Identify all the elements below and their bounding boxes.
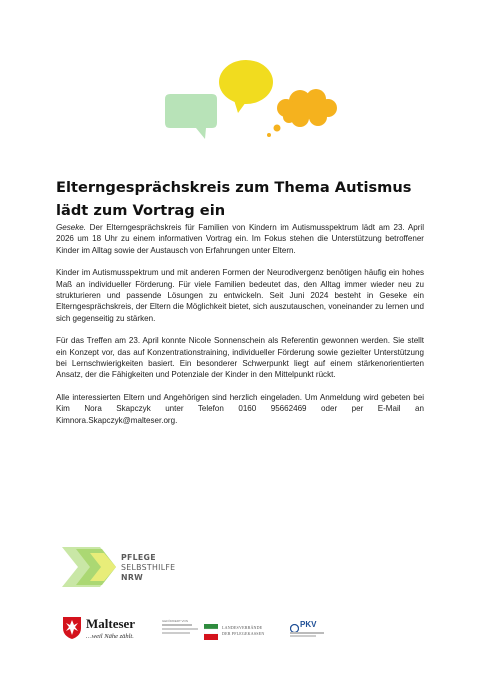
nrw-state-emblem-icon: [204, 624, 218, 640]
pkv-logo: [290, 620, 317, 638]
malteser-logo: [62, 616, 136, 645]
landesverband-line1: LANDESVERBÄNDE: [222, 625, 263, 630]
funder-label: GEFÖRDERT VON: [162, 619, 189, 623]
pflege-selbsthilfe-logo-text: [121, 553, 175, 583]
paragraph-intro-text: Der Elterngesprächskreis für Familien von Kindern im Autismusspektrum lädt am 23. April 2026 um 18 Uhr zu einem informativen Vortrag ein. Im Fokus stehen die Unterstützung betroffener Kinder im Alltag sowie der Austausch von Erfahrungen unter Eltern.: [56, 223, 424, 255]
landesverband-line2: DER PFLEGEKASSEN: [222, 631, 265, 636]
malteser-shield-icon: [62, 616, 82, 640]
paragraph-invitation: Alle interessierten Eltern und Angehörigen sind herzlich eingeladen. Um Anmeldung wird gebeten bei Kim Nora Skapczyk unter Telefon 0160 95662469 oder per E-Mail an Kimnora.Skapczyk@malteser.org.: [56, 392, 424, 425]
funder-ministry-text-icon: [162, 624, 202, 634]
orange-thought-cloud-icon: [267, 89, 337, 137]
paragraph-speaker: Für das Treffen am 23. April konnte Nicole Sonnenschein als Referentin gewonnen werden. Sie stellt ein Konzept vor, das auf Konzentrationstraining, individueller Förderung sowie gezielter Unterstützung bei Lernschwierigkeiten basiert. Ein besonderer Schwerpunkt liegt auf einem stärkenorientierten Ansatz, der die Fähigkeiten und Potenziale der Kinder in den Mittelpunkt rückt.: [56, 336, 424, 380]
pkv-name: PKV: [300, 620, 317, 629]
paragraph-intro: [56, 222, 424, 256]
article-body: [56, 222, 424, 437]
pflege-logo-line1: PFLEGE: [121, 553, 156, 562]
yellow-speech-bubble-icon: [219, 60, 273, 104]
malteser-name: Malteser: [86, 616, 136, 631]
pflege-logo-line2: SELBSTHILFE: [121, 563, 176, 572]
pflege-logo-line3: NRW: [121, 573, 144, 582]
malteser-claim: …weil Nähe zählt.: [86, 633, 134, 640]
green-speech-bubble-icon: [165, 94, 217, 139]
speech-bubbles-illustration: [0, 0, 480, 150]
dateline-place: Geseke.: [56, 223, 86, 232]
article-title: Elterngesprächskreis zum Thema Autismus lädt zum Vortrag ein: [56, 179, 412, 219]
landesverbaende-pflegekassen-logo: [222, 625, 282, 637]
pkv-subtitle-icon: [290, 632, 334, 637]
paragraph-background: Kinder im Autismusspektrum und mit anderen Formen der Neurodivergenz benötigen häufig ein hohes Maß an individueller Förderung. Für viele Familien bedeutet das, den Alltag immer wieder neu zu strukturieren und passende Lösungen zu entwickeln. Seit Juni 2024 besteht in Geseke ein Elterngesprächskreis, der Eltern die Möglichkeit bietet, sich auszutauschen, voneinander zu lernen und sich gegenseitig zu stärken.: [56, 268, 424, 323]
